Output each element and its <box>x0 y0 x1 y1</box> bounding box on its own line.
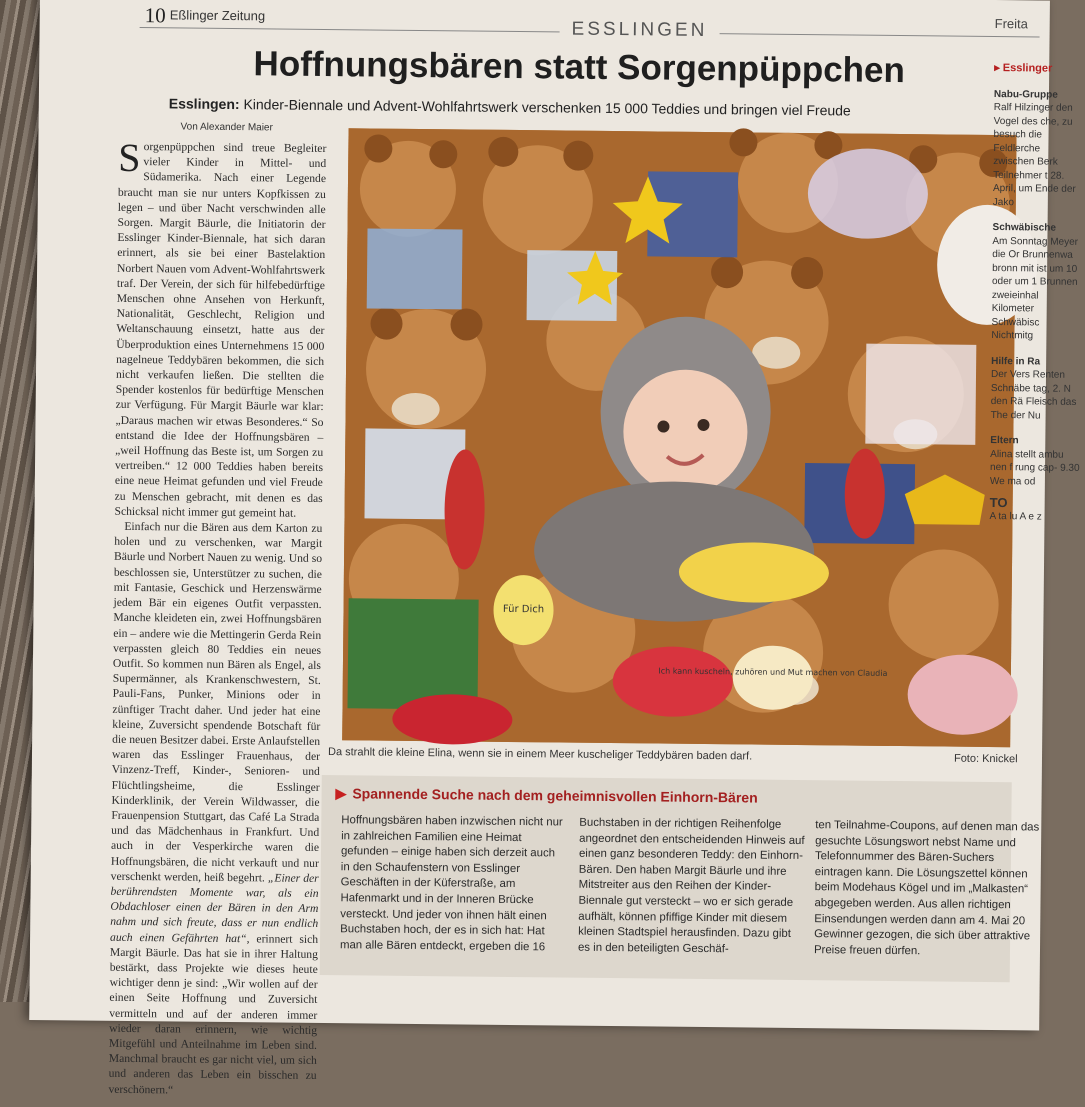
info-box-title-text: Spannende Suche nach dem geheimnisvollen Einhorn-Bären <box>352 785 758 806</box>
paragraph-1-text: orgenpüppchen sind treue Begleiter vieler Kinder in Mittel- und Südamerika. Nach einer Legende braucht man sie nur unters Kopfkissen zu legen – und über Nacht verschwinden alle Sorgen. Margit Bäurle, die Initiatorin der Esslinger Kinder-Biennale, hat sich daran erinnert, als sie bei einer Bastelaktion Norbert Nauen vom Advent-Wohlfahrtswerk traf. Der Verein, der sich für hilfebedürftige Menschen ohne Ansehen von Herkunft, Nationalität, Geschlecht, Religion und Weltanschauung einsetzt, hatte aus der Überproduktion eines Unternehmens 15 000 nagelneue Teddybären bekommen, die sich nicht verkaufen ließen. Die stellten die Spender kostenlos für bedürftige Menschen zur Verfügung. Für Margit Bäurle war klar: „Daraus machen wir etwas Besonderes.“ So entstand die Idee der Hoffnungsbären – „weil Hoffnung das Beste ist, um Sorgen zu vertreiben.“ 12 000 Teddies haben bereits eine neue Heimat gefunden und viel Freude zu Menschen gebracht, mit denen es das Schicksal nicht immer gut gemeint hat. <box>114 140 327 520</box>
sidebar-item-3-title: Hilfe in Ra <box>991 355 1041 367</box>
article-subline <box>169 95 1009 120</box>
sidebar-item-3-text: Der Vers Renten Schnäbe tag, 2. N den Rä Fleisch das The der Nu <box>990 368 1077 422</box>
sidebar-item-1-text: Ralf Hilzinger den Vogel des che, zu besuch die Feldlerche zwischen Berk Teilnehmer t 28. April, um Ende der Jako <box>992 101 1076 208</box>
photo-caption: Da strahlt die kleine Elina, wenn sie in einem Meer kuscheliger Teddybären baden darf. <box>327 746 753 763</box>
sidebar-column <box>989 62 1084 524</box>
paragraph-2-quote: „Einer der berührendsten Momente war, als ein Obdachloser einen der Bären in den Arm nahm und sich freute, dass er nun endlich auch einen Gefährten hat“ <box>110 871 319 945</box>
sidebar-item-5-text: A ta lu A e z <box>989 510 1042 523</box>
sidebar-item-1-title: Nabu-Gruppe <box>993 88 1058 101</box>
article-body <box>108 134 327 1099</box>
sidebar-item-2-title: Schwäbische <box>992 221 1056 234</box>
triangle-icon: ▶ <box>335 785 347 802</box>
drop-cap: S <box>118 134 141 181</box>
sidebar-head: ▸ Esslinger <box>994 61 1053 75</box>
paragraph-2 <box>108 519 322 1099</box>
newspaper-name: Eßlinger Zeitung <box>169 7 266 24</box>
teddy-bear-photo <box>342 128 1016 747</box>
newspaper-page <box>29 0 1080 1097</box>
article-headline: Hoffnungsbären statt Sorgenpüppchen <box>253 44 906 91</box>
bear-tag-2: Ich kann kuscheln, zuhören und Mut machen von Claudia <box>658 666 888 678</box>
bear-tag-1: Für Dich <box>502 603 545 616</box>
sidebar-item-5-title: TO <box>989 494 1008 511</box>
teddy-bear-photo-illustration <box>342 128 1016 747</box>
sidebar-item-4-text: Alina stellt ambu nen f rung cap- 9.30 We ma od <box>989 448 1080 487</box>
info-box-column-2: Buchstaben in der richtigen Reihenfolge angeordnet den entscheidenden Hinweis auf einen ganz besonderen Teddy: den Einhorn-Bären. Den haben Margit Bäurle und ihre Mitstreiter aus den Reihen der Kinder-Biennale gut versteckt – wo er sich gerade aufhält, können pfiffige Kinder mit diesem kleinen Stadtspiel herausfinden. Dazu gibt es in den beteiligten Geschäf- <box>577 816 805 956</box>
page-number: 10 <box>144 3 166 28</box>
paragraph-2-text: Einfach nur die Bären aus dem Karton zu holen und zu verschenken, war Margit Bäurle und Norbert Nauen zu wenig. Und so beschlossen sie, Unterstützer zu suchen, die mit Fantasie, Geschick und Herzenswärme jedem Bär ein eigenes Outfit verpassten. Manche kleideten ein, zwei Hoffnungsbären ein – andere wie die Mettingerin Gerda Rein verpassten gleich 80 Teddies ein neues Outfit. So kommen nun Bären als Engel, als Supermänner, als Krankenschwestern, St. Pauli-Fans, Punker, Minions oder in zünftiger Tracht daher. Und jeder hat eine kleine, Zuversicht spendende Botschaft für die neuen Besitzer dabei. Erste Anlaufstellen waren das Esslinger Frauenhaus, der Vinzenz-Treff, Kinder-, Senioren- und Flüchtlingsheime, die Esslinger Kinderklinik, der Verein Wildwasser, die Frauenpension Stuttgart, das Café La Strada und das Mädchenhaus in Frankfurt. Und auch in der Vesperkirche waren die Hoffnungsbären, die nicht verkauft und nur verschenkt werden, heiß begehrt. <box>110 519 323 885</box>
author-byline: Von Alexander Maier <box>180 121 273 134</box>
sidebar-item-4-title: Eltern <box>990 434 1019 447</box>
paragraph-1 <box>114 134 327 521</box>
sidebar-item-2-text: Am Sonntag Meyer die Or Brunnenwa bronn mit ist um 10 oder um 1 Brunnen zweieinhal Kilometer Schwäbisc Nichtmitg <box>991 235 1079 342</box>
subline-text: Kinder-Biennale und Advent-Wohlfahrtswerk verschenken 15 000 Teddies und bringen viel Freude <box>243 96 851 119</box>
section-title: ESSLINGEN <box>560 18 720 42</box>
info-box-column-3: ten Teilnahme-Coupons, auf denen man das gesuchte Lösungswort nebst Name und Telefonnummer des Bären-Suchers eintragen kann. Die Lösungszettel können beim Modehaus Kögel und im „Malkasten“ abgegeben werden. Aus allen richtigen Einsendungen werden dann am 4. Mai 20 Gewinner gezogen, die sich über attraktive Preise freuen dürfen. <box>813 819 1040 958</box>
dateline-edge: Freita <box>994 15 1029 32</box>
subline-location: Esslingen: <box>168 95 240 113</box>
info-box-column-1: Hoffnungsbären haben inzwischen nicht nur in zahlreichen Familien eine Heimat gefunden – einige haben sich derzeit auch in den Schaufenstern von Esslinger Geschäften in der Küferstraße, am Hafenmarkt und in der Inneren Brücke versteckt. Und jeder von ihnen hält einen Buchstaben hoch, der es in sich hat: Hat man alle Bären entdeckt, ergeben die 16 <box>339 814 563 954</box>
info-box <box>320 775 1040 982</box>
paragraph-2-tail: , erinnert sich Margit Bäurle. Das hat sie in ihrer Haltung bestärkt, dass Projekte wie dieses heute wichtiger denn je sind: „Wir wollen auf der einen Seite Hoffnung und Zuversicht vermitteln und auf der anderen immer wieder daran erinnern, wie wichtig Mitgefühl und Anteilnahme im Leben sind. Manchmal braucht es gar nicht viel, um sich und anderen das Leben ein bisschen zu verschönern.“ <box>108 931 319 1097</box>
info-box-title <box>336 785 758 806</box>
photo-credit: Foto: Knickel <box>953 752 1018 766</box>
